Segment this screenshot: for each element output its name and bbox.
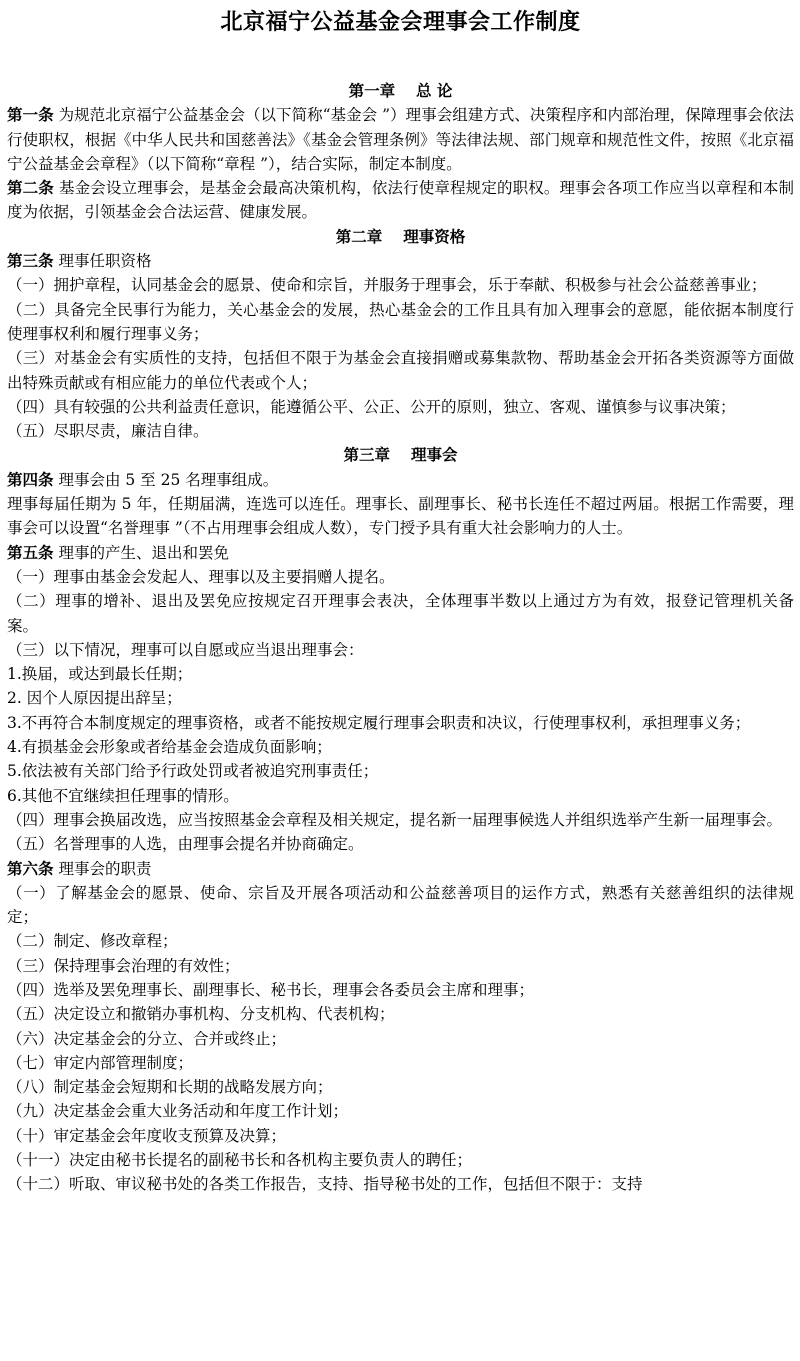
article-text: 理事任职资格 <box>53 252 152 271</box>
document-title: 北京福宁公益基金会理事会工作制度 <box>220 10 581 35</box>
article-paragraph <box>7 857 794 881</box>
article-label: 第二条 <box>7 179 54 198</box>
article-label: 第五条 <box>7 543 54 562</box>
body-paragraph: （十一）决定由秘书长提名的副秘书长和各机构主要负责人的聘任； <box>7 1151 473 1170</box>
article-paragraph <box>7 249 794 273</box>
body-paragraph: （六）决定基金会的分立、合并或终止； <box>7 1029 287 1048</box>
article-text: 理事会的职责 <box>53 859 152 878</box>
body-paragraph: 3.不再符合本制度规定的理事资格，或者不能按规定履行理事会职责和决议，行使理事权利，承担理事义务； <box>7 713 751 732</box>
body-paragraph: （三）保持理事会治理的有效性； <box>7 956 240 975</box>
body-paragraph: 6.其他不宜继续担任理事的情形。 <box>7 786 239 805</box>
body-paragraph: 5.依法被有关部门给予行政处罚或者被追究刑事责任； <box>7 762 379 781</box>
chapter-heading: 第三章 理事会 <box>343 446 458 465</box>
body-paragraph: （五）名誉理事的人选，由理事会提名并协商确定。 <box>7 835 364 854</box>
body-paragraph: （八）制定基金会短期和长期的战略发展方向； <box>7 1078 333 1097</box>
chapter-heading: 第二章 理事资格 <box>335 227 466 246</box>
article-label: 第六条 <box>7 859 54 878</box>
body-paragraph: （三）以下情况，理事可以自愿或应当退出理事会： <box>7 640 364 659</box>
body-paragraph: 4.有损基金会形象或者给基金会造成负面影响； <box>7 738 332 757</box>
body-paragraph: 1.换届，或达到最长任期； <box>7 665 193 684</box>
article-paragraph <box>7 103 794 176</box>
body-paragraph: （七）审定内部管理制度； <box>7 1053 194 1072</box>
body-paragraph: （五）尽职尽责，廉洁自律。 <box>7 422 209 441</box>
article-label: 第一条 <box>7 106 54 125</box>
article-paragraph <box>7 468 794 492</box>
body-paragraph: （二）理事的增补、退出及罢免应按规定召开理事会表决，全体理事半数以上通过方为有效，报登记管理机关备案。 <box>7 592 794 635</box>
article-paragraph <box>7 176 794 225</box>
body-paragraph: （五）决定设立和撤销办事机构、分支机构、代表机构； <box>7 1005 395 1024</box>
body-paragraph: 2. 因个人原因提出辞呈； <box>7 689 182 708</box>
article-label: 第四条 <box>7 470 54 489</box>
document-body <box>7 79 794 1197</box>
body-paragraph: （一）理事由基金会发起人、理事以及主要捐赠人提名。 <box>7 567 395 586</box>
body-paragraph: （十二）听取、审议秘书处的各类工作报告，支持、指导秘书处的工作，包括但不限于：支持 <box>7 1175 643 1194</box>
body-paragraph: （一）拥护章程，认同基金会的愿景、使命和宗旨，并服务于理事会，乐于奉献、积极参与社会公益慈善事业； <box>7 276 767 295</box>
article-text: 理事会由 5 至 25 名理事组成。 <box>53 470 279 489</box>
body-paragraph: （三）对基金会有实质性的支持，包括但不限于为基金会直接捐赠或募集款物、帮助基金会开拓各类资源等方面做出特殊贡献或有相应能力的单位代表或个人； <box>7 349 794 392</box>
body-paragraph: （二）制定、修改章程； <box>7 932 178 951</box>
body-paragraph: 理事每届任期为 5 年，任期届满，连选可以连任。理事长、副理事长、秘书长连任不超过两届。根据工作需要，理事会可以设置“名誉理事 ”（不占用理事会组成人数），专门授予具有重大社会影响力的人士。 <box>7 495 794 538</box>
article-paragraph <box>7 541 794 565</box>
body-paragraph: （九）决定基金会重大业务活动和年度工作计划； <box>7 1102 349 1121</box>
body-paragraph: （四）具有较强的公共利益责任意识，能遵循公平、公正、公开的原则，独立、客观、谨慎参与议事决策； <box>7 397 736 416</box>
body-paragraph: （一）了解基金会的愿景、使命、宗旨及开展各项活动和公益慈善项目的运作方式，熟悉有关慈善组织的法律规定； <box>7 883 794 927</box>
chapter-heading: 第一章 总 论 <box>348 82 453 100</box>
body-paragraph: （四）选举及罢免理事长、副理事长、秘书长，理事会各委员会主席和理事； <box>7 980 535 999</box>
article-text: 基金会设立理事会，是基金会最高决策机构，依法行使章程规定的职权。理事会各项工作应当以章程和本制度为依据，引领基金会合法运营、健康发展。 <box>7 179 794 222</box>
article-label: 第三条 <box>7 252 54 271</box>
article-text: 为规范北京福宁公益基金会（以下简称“基金会 ”）理事会组建方式、决策程序和内部治理，保障理事会依法行使职权，根据《中华人民共和国慈善法》《基金会管理条例》等法律法规、部门规章和规范性文件，按照《北京福宁公益基金会章程》（以下简称“章程 ”），结合实际，制定本制度。 <box>7 106 794 173</box>
article-text: 理事的产生、退出和罢免 <box>53 543 229 562</box>
body-paragraph: （二）具备完全民事行为能力，关心基金会的发展，热心基金会的工作且具有加入理事会的意愿，能依据本制度行使理事权利和履行理事义务； <box>7 300 794 343</box>
body-paragraph: （四）理事会换届改选，应当按照基金会章程及相关规定，提名新一届理事候选人并组织选举产生新一届理事会。 <box>7 810 783 829</box>
body-paragraph: （十）审定基金会年度收支预算及决算； <box>7 1126 287 1145</box>
